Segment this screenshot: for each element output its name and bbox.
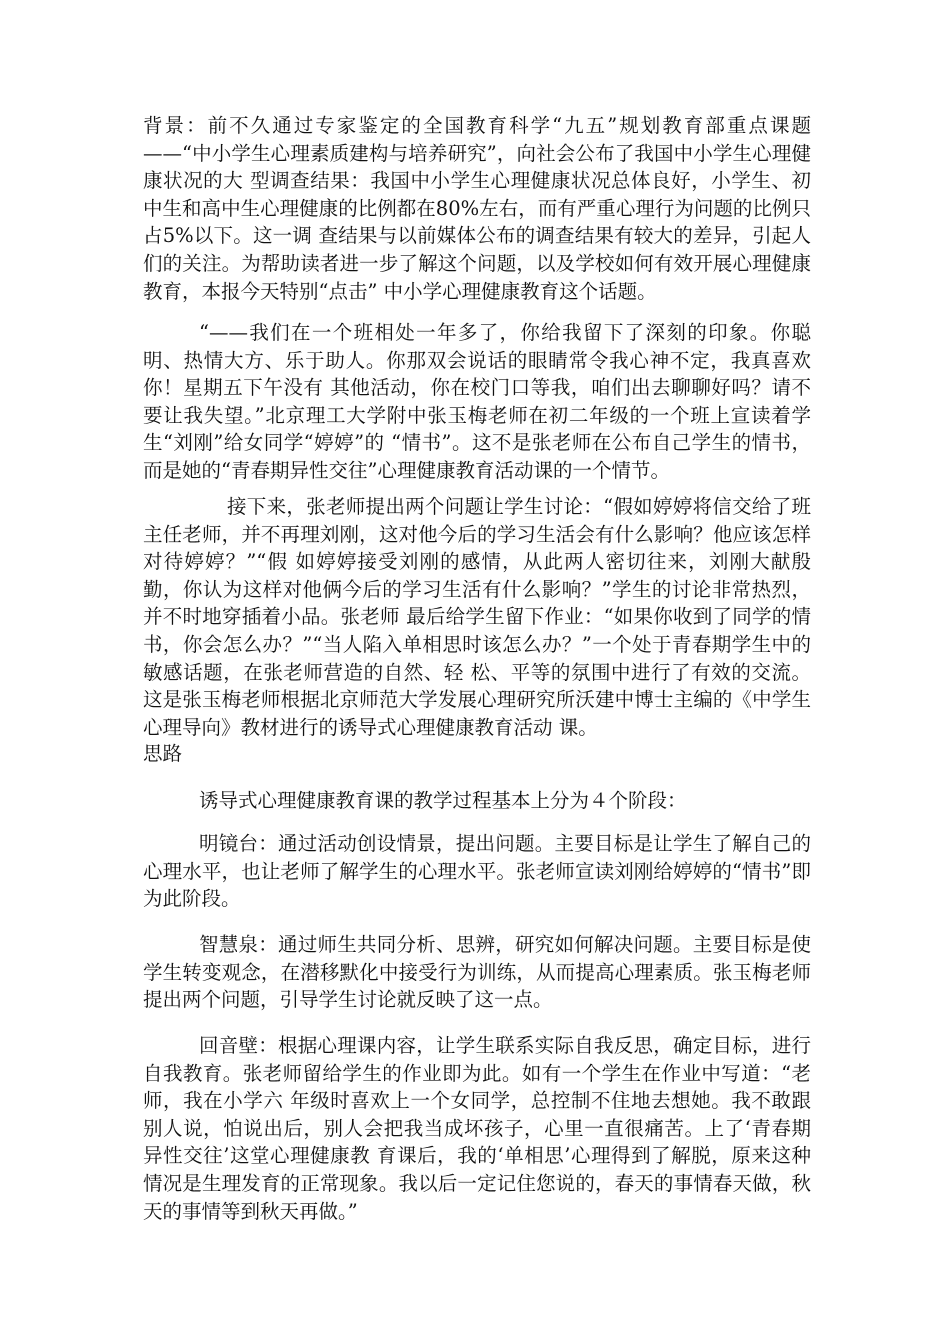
paragraph-text: 接下来，张老师提出两个问题让学生讨论：“假如婷婷将信交给了班主任老师，并不再理刘刚，这对他今后的学习生活会有什么影响？他应该怎样对待婷婷？”“假 如婷婷接受刘刚的感情，从此两人密切往来，刘刚大献殷勤，你认为这样对他俩今后的学习生活有什么影响？”学生的讨论非常热烈，并不时地穿插着小品。张老师 最后给学生留下作业：“如果你收到了同学的情书，你会怎么办？”“当人陷入单相思时该怎么办？”一个处于青春期学生中的敏感话题，在张老师营造的自然、轻 松、平等的氛围中进行了有效的交流。这是张玉梅老师根据北京师范大学发展心理研究所沃建中博士主编的《中学生心理导向》教材进行的诱导式心理健康教育活动 课。 (143, 495, 811, 739)
paragraph-text: 回音壁：根据心理课内容，让学生联系实际自我反思，确定目标，进行自我教育。张老师留给学生的作业即为此。如有一个学生在作业中写道：“老师，我在小学六 年级时喜欢上一个女同学，总控制不住地去想她。我不敢跟别人说，怕说出后，别人会把我当成坏孩子，心里一直很痛苦。上了‘青春期异性交往’这堂心理健康教 育课后，我的‘单相思’心理得到了解脱，原来这种情况是生理发育的正常现象。我以后一定记住您说的，春天的事情春天做，秋天的事情等到秋天再做。” (143, 1034, 811, 1223)
paragraph-discussion (143, 493, 811, 741)
paragraph-background (143, 112, 811, 305)
heading-text: 思路 (143, 742, 183, 765)
section-heading-approach (143, 740, 811, 768)
paragraph-stage-mirror (143, 830, 811, 913)
paragraph-stage-wisdom (143, 931, 811, 1014)
paragraph-love-letter (143, 319, 811, 485)
paragraph-text: 背景：前不久通过专家鉴定的全国教育科学“九五”规划教育部重点课题——“中小学生心理素质建构与培养研究”，向社会公布了我国中小学生心理健康状况的大 型调查结果：我国中小学生心理健康状况总体良好，小学生、初中生和高中生心理健康的比例都在80%左右，而有严重心理行为问题的比例只占5%以下。这一调 查结果与以前媒体公布的调查结果有较大的差异，引起人们的关注。为帮助读者进一步了解这个问题，以及学校如何有效开展心理健康教育，本报今天特别“点击” 中小学心理健康教育这个话题。 (143, 114, 811, 303)
paragraph-stage-echo (143, 1032, 811, 1225)
paragraph-text: 明镜台：通过活动创设情景，提出问题。主要目标是让学生了解自己的心理水平，也让老师了解学生的心理水平。张老师宣读刘刚给婷婷的“情书”即为此阶段。 (143, 832, 811, 911)
paragraph-four-stages (143, 787, 811, 815)
paragraph-text: “——我们在一个班相处一年多了，你给我留下了深刻的印象。你聪明、热情大方、乐于助人。你那双会说话的眼睛常令我心神不定，我真喜欢你！星期五下午没有 其他活动，你在校门口等我，咱们出去聊聊好吗？请不要让我失望。”北京理工大学附中张玉梅老师在初二年级的一个班上宣读着学生“刘刚”给女同学“婷婷”的 “情书”。这不是张老师在公布自己学生的情书，而是她的“青春期异性交往”心理健康教育活动课的一个情节。 (143, 321, 811, 482)
paragraph-text: 智慧泉：通过师生共同分析、思辨，研究如何解决问题。主要目标是使学生转变观念，在潜移默化中接受行为训练，从而提高心理素质。张玉梅老师提出两个问题，引导学生讨论就反映了这一点。 (143, 933, 811, 1012)
paragraph-text: 诱导式心理健康教育课的教学过程基本上分为４个阶段： (199, 789, 687, 812)
